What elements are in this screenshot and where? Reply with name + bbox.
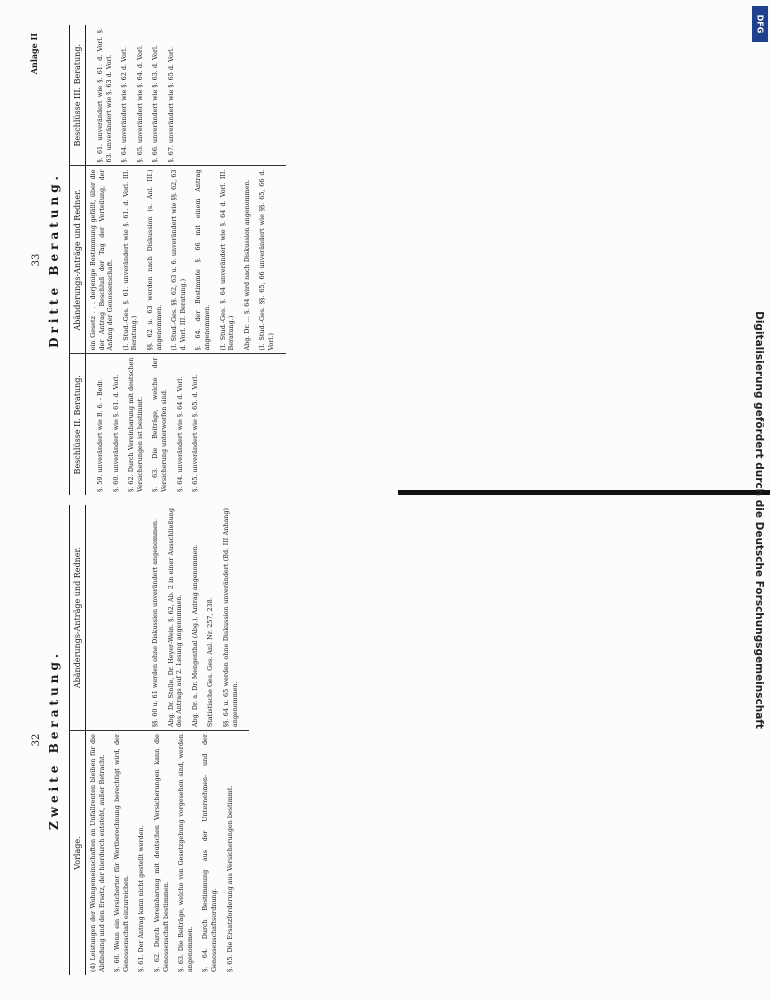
antraege-text	[118, 508, 144, 727]
antraege-text: §§. 64 u. 65 werden ohne Diskussion unverändert (Bd. III Anhang) angenommen.	[221, 508, 239, 728]
antraege-text: §§. 60 u. 61 werden ohne Diskussion unverändert angenommen.	[151, 518, 159, 728]
b3-text: §. 64. unverändert wie §. 62 d. Vorl.	[120, 47, 129, 163]
col-header-beschluesse-3: Beschlüsse III. Beratung.	[70, 25, 86, 166]
b2-text: §. 63. Die Beiträge, welche der Versicherung unterworfen sind.	[151, 357, 168, 492]
vorlage-text: §. 63. Die Beiträge, welche von Gesetzgebung vorgesehen sind, werden angenommen.	[177, 734, 194, 972]
vorlage-text: §. 60. Wenn ein Versicherter für Wertberechnung berechtigt wird, der Genossenschaft einzureichen.	[113, 734, 130, 972]
vorlage-text: §. 61. Der Antrag kann nicht gestellt werden.	[137, 825, 146, 972]
right-page	[25, 25, 745, 495]
b2-text: §. 60. unverändert wie §. 61. d. Vorl.	[111, 374, 120, 492]
b3-text: §. 61. unverändert wie §. 61. d. Vorl. §. 63. unverändert wie §. 63 d. Vorl.	[96, 28, 113, 163]
antraege-text: (I. Stud.-Ges. §. 64 unverändert wie §. 64 d. Vorl. III. Beratung.)	[218, 169, 236, 351]
vorlage-text: §. 62. Durch Vereinbarung mit deutschen Versicherungen kann die Genossenschaft bestimmen.	[152, 734, 170, 972]
table-row	[86, 505, 250, 975]
b2-text: §. 65. unverändert wie §. 65. d. Vorl.	[191, 374, 200, 492]
vorlage-text: (4) Leistungen der Wohngemeinschaften an Unfallrenten bleiben für die Abfindung und den Ersatz, der hierdurch entsteht, außer Betracht.	[89, 734, 106, 972]
antraege-text: Abg. Dr. ... §. 64 wird nach Diskussion angenommen.	[242, 179, 251, 351]
table-row	[86, 25, 286, 495]
antraege-text	[89, 508, 111, 727]
page-number-right: 33	[31, 253, 42, 267]
col-header-antraege: Abänderungs-Anträge und Redner.	[70, 166, 86, 354]
page-number-left: 32	[31, 733, 42, 747]
funding-notice: Digitalisierung gefördert durch die Deutsche Forschungsgemeinschaft	[753, 311, 765, 729]
table-left	[69, 505, 249, 975]
left-page	[25, 505, 745, 975]
appendix-marker: Anlage II	[29, 33, 39, 75]
table-right	[69, 25, 286, 495]
antraege-text: (I. Stud.-Ges. §§. 65, 66 unverändert wie §§. 65, 66 d. Vorl.)	[258, 169, 275, 351]
antraege-text: §§. 62 u. 63 werden nach Diskussion (s. Anl. III.) angenommen.	[145, 169, 163, 351]
b2-text: §. 64. unverändert wie §. 64 d. Vorl.	[175, 376, 184, 492]
col-header-antraege: Abänderungs-Anträge und Redner.	[70, 505, 86, 731]
antraege-text: ein Gesetz . . . derjenige Bestimmung gefällt, über die der Antrag Beschluß der Tag der Verteilung, der Anfang der Genossenschaft.	[89, 169, 115, 351]
antraege-text: Abg. Dr. a. Dr. Mengenthal (Abg.). Antrag angenommen.	[190, 544, 199, 728]
col-header-vorlage: Vorlage.	[70, 731, 86, 975]
b2-text: §. 59. unverändert wie B. 6. - Bedr.	[96, 379, 104, 492]
rotated-spread	[25, 25, 745, 975]
b2-text: §. 62. Durch Vereinbarung mit deutschen Versicherungen ist bestimmt.	[127, 357, 144, 492]
antraege-text: Statistische Ges. Ges. Anl. Nr. 257, 238.	[206, 597, 215, 728]
b3-text: §. 65. unverändert wie §. 64. d. Vorl.	[135, 44, 144, 163]
antraege-text: (I. Stud.-Ges. §. 61. unverändert wie §. 61. d. Vorl. III. Beratung.)	[121, 169, 139, 351]
vorlage-text: §. 64. Durch Bestimmung aus der Unternehmen- und der Genossenschaftsordnung.	[201, 734, 218, 972]
vorlage-text: §. 65. Die Ersatzforderung aus Versicherungen bestimmt.	[225, 785, 234, 972]
antraege-text: §. 64. der Bestimmte §. 66 mit einem Antrag angenommen.	[194, 169, 211, 351]
dfg-logo: DFG	[752, 6, 768, 42]
antraege-text: Abg. Dr. Stolle, Dr. Heyer-Wein. §. 62, Ab. 2 in einer Ausschließung des Antrags auf 2. Lesung angenommen.	[166, 508, 184, 728]
heading-left: Zweite Beratung.	[47, 649, 61, 831]
heading-right: Dritte Beratung.	[47, 172, 61, 348]
page-gutter-rule	[398, 490, 770, 495]
b3-text: §. 66. unverändert wie §. 63. d. Vorl.	[151, 44, 160, 163]
b3-text: §. 67. unverändert wie §. 65 d. Vorl.	[166, 47, 175, 163]
col-header-beschluesse-2: Beschlüsse II. Beratung.	[70, 354, 86, 495]
antraege-text: (I. Stud.-Ges. §§. 62, 63 u. 6. unverändert wie §§. 62, 63 d. Vorl. III. Beratung.)	[170, 169, 187, 351]
